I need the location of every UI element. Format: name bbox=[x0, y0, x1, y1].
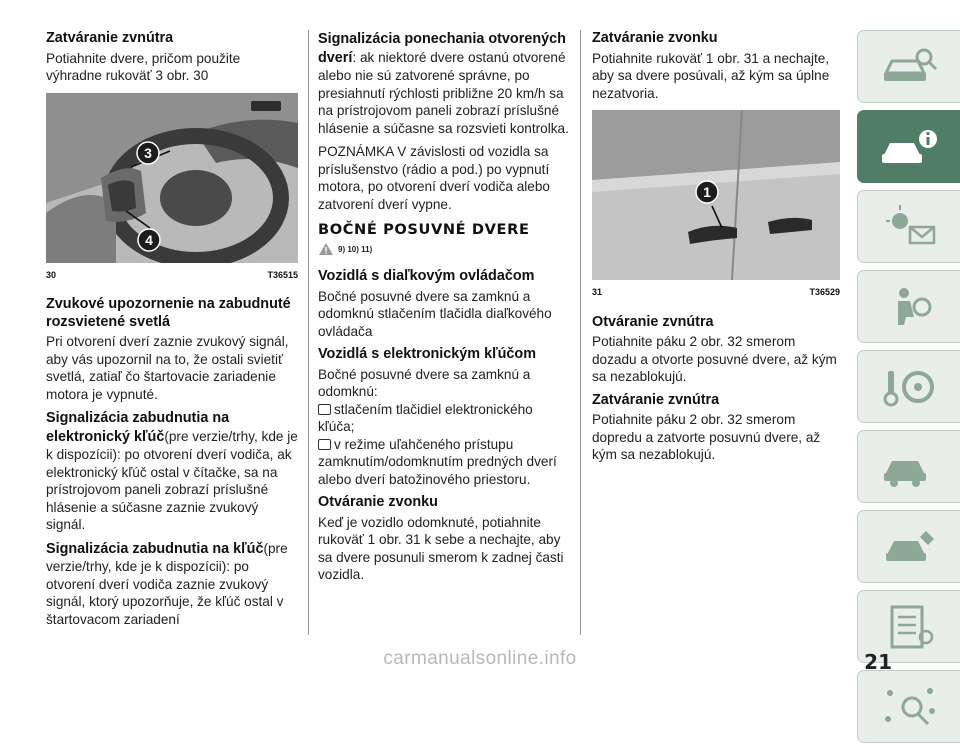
para-lights-warning: Pri otvorení dverí zaznie zvukový signál, aby vás upozornil na to, že ostali svietiť svetlá, zatiaľ čo štartovacie zariadenie motora je vypnuté. bbox=[46, 334, 289, 402]
para-open-doors-warning bbox=[318, 30, 570, 137]
para-closing-inside-sliding: Potiahnite páku 2 obr. 32 smerom dopredu a zatvorte posuvnú dvere, až kým sa nezablokujú. bbox=[592, 412, 821, 462]
figure-number: 31 bbox=[592, 287, 603, 297]
reference-numbers: 9) 10) 11) bbox=[338, 244, 373, 254]
figure-30-interior-handle bbox=[46, 93, 298, 263]
figure-code: T36515 bbox=[267, 269, 298, 280]
heading-closing-outside: Zatváranie zvonku bbox=[592, 30, 718, 46]
tab-index[interactable] bbox=[857, 670, 960, 743]
sliding-door-illustration bbox=[592, 110, 840, 280]
text-key: (pre verzie/trhy, kde je k dispozícii): po otvorení dverí vodiča zaznie zvukový signál, ktorý upozorňuje, že kľúč ostal v štartovacom zariadení bbox=[46, 540, 288, 627]
heading-opening-inside: Otváranie zvnútra bbox=[592, 313, 714, 330]
column-divider-1 bbox=[308, 30, 309, 635]
text-open-doors: : ak niektoré dvere ostanú otvorené alebo nie sú zatvorené správne, po presiahnutí rýchlosti približne 20 km/h sa na prístrojovom paneli zobrazí príslušné hlásenie a súčasne sa rozsvieti kontrolka. bbox=[318, 49, 569, 136]
para-key-warning bbox=[46, 540, 298, 629]
tab-emergency[interactable] bbox=[857, 430, 960, 503]
column-divider-2 bbox=[580, 30, 581, 635]
watermark: carmanualsonline.info bbox=[383, 648, 577, 669]
chapter-tabs bbox=[852, 30, 960, 750]
bullet-box-icon bbox=[318, 439, 331, 450]
tab-starting-driving[interactable] bbox=[857, 350, 960, 423]
heading-lights-warning: Zvukové upozornenie na zabudnuté rozsvietené svetlá bbox=[46, 296, 291, 330]
para-opening-inside: Potiahnite páku 2 obr. 32 smerom dozadu a otvorte posuvné dvere, až kým sa nezablokujú. bbox=[592, 334, 837, 384]
para-opening-outside: Keď je vozidlo odomknuté, potiahnite rukoväť 1 obr. 31 k sebe a nechajte, aby sa dvere posunuli smerom k zadnej časti vozidla. bbox=[318, 514, 564, 582]
bullet-item-2: v režime uľahčeného prístupu zamknutím/odomknutím predných dverí alebo dverí batožinového priestoru. bbox=[318, 436, 557, 487]
steering-key-icon bbox=[878, 363, 942, 411]
para-electronic-key-warning bbox=[46, 409, 298, 534]
heading-opening-outside: Otváranie zvonku bbox=[318, 494, 438, 510]
para-closing-outside: Potiahnite rukoväť 1 obr. 31 a nechajte, aby sa dvere posúvali, až kým sa úplne nezatvoria. bbox=[592, 50, 830, 101]
column-1 bbox=[46, 30, 298, 634]
heading-closing-inside-sliding: Zatváranie zvnútra bbox=[592, 391, 720, 408]
car-breakdown-icon bbox=[878, 443, 942, 491]
figure-30-caption bbox=[46, 267, 298, 285]
column-3 bbox=[592, 30, 840, 470]
warning-lights-icon bbox=[878, 203, 942, 251]
page-number: 21 bbox=[864, 650, 892, 674]
tab-car-knowledge[interactable] bbox=[857, 30, 960, 103]
specifications-list-icon bbox=[878, 603, 942, 651]
figure-31-caption bbox=[592, 284, 840, 302]
heading-closing-inside: Zatváranie zvnútra bbox=[46, 30, 174, 46]
callout-4: 4 bbox=[145, 231, 153, 248]
car-info-icon bbox=[878, 123, 942, 171]
callout-3: 3 bbox=[144, 144, 152, 161]
figure-code: T36529 bbox=[809, 287, 840, 297]
para-remote-control: Bočné posuvné dvere sa zamknú a odomknú stlačením tlačidla diaľkového ovládača bbox=[318, 288, 552, 339]
heading-electronic-key-vehicles: Vozidlá s elektronickým kľúčom bbox=[318, 346, 537, 362]
para-closing-inside: Potiahnite dvere, pričom použite výhradne rukoväť 3 obr. 30 bbox=[46, 50, 241, 83]
tab-maintenance[interactable] bbox=[857, 510, 960, 583]
car-search-icon bbox=[878, 43, 942, 91]
tab-safety[interactable] bbox=[857, 270, 960, 343]
bullet-item-1: stlačením tlačidiel elektronického kľúča; bbox=[318, 401, 533, 434]
figure-31-sliding-door-handle bbox=[592, 110, 840, 280]
tab-warning-lights[interactable] bbox=[857, 190, 960, 263]
figure-number: 30 bbox=[46, 269, 57, 280]
tab-car-info[interactable] bbox=[857, 110, 960, 183]
airbag-person-icon bbox=[878, 283, 942, 331]
car-service-icon bbox=[878, 523, 942, 571]
dashboard-door-illustration bbox=[46, 93, 298, 263]
warning-triangle-icon bbox=[318, 242, 334, 256]
para-note: POZNÁMKA V závislosti od vozidla sa príslušenstvo (rádio a pod.) po vypnutí motora, po otvorení dverí vodiča alebo zatvorení dverí vypne. bbox=[318, 144, 550, 212]
section-title-sliding-doors: BOČNÉ POSUVNÉ DVERE bbox=[318, 221, 530, 238]
bullet-box-icon bbox=[318, 404, 331, 415]
warning-references bbox=[318, 241, 570, 259]
callout-1: 1 bbox=[703, 184, 711, 200]
inline-heading-electronic-key: Signalizácia zabudnutia na elektronický kľúč bbox=[46, 410, 230, 445]
para-electronic-key-vehicles: Bočné posuvné dvere sa zamknú a odomknú: bbox=[318, 366, 531, 399]
inline-heading-key: Signalizácia zabudnutia na kľúč bbox=[46, 540, 264, 557]
inline-heading-open-doors: Signalizácia ponechania otvorených dverí bbox=[318, 31, 566, 66]
column-2 bbox=[318, 30, 570, 590]
text-electronic-key: (pre verzie/trhy, kde je k dispozícii): po otvorení dverí vodiča, ak elektronický kľúč ostal v čítačke, sa na prístrojovom paneli zobrazí príslušné hlásenie a súčasne zaznie zvukový signál. bbox=[46, 428, 298, 532]
heading-remote-control: Vozidlá s diaľkovým ovládačom bbox=[318, 268, 535, 284]
index-alphabet-icon bbox=[878, 683, 942, 731]
